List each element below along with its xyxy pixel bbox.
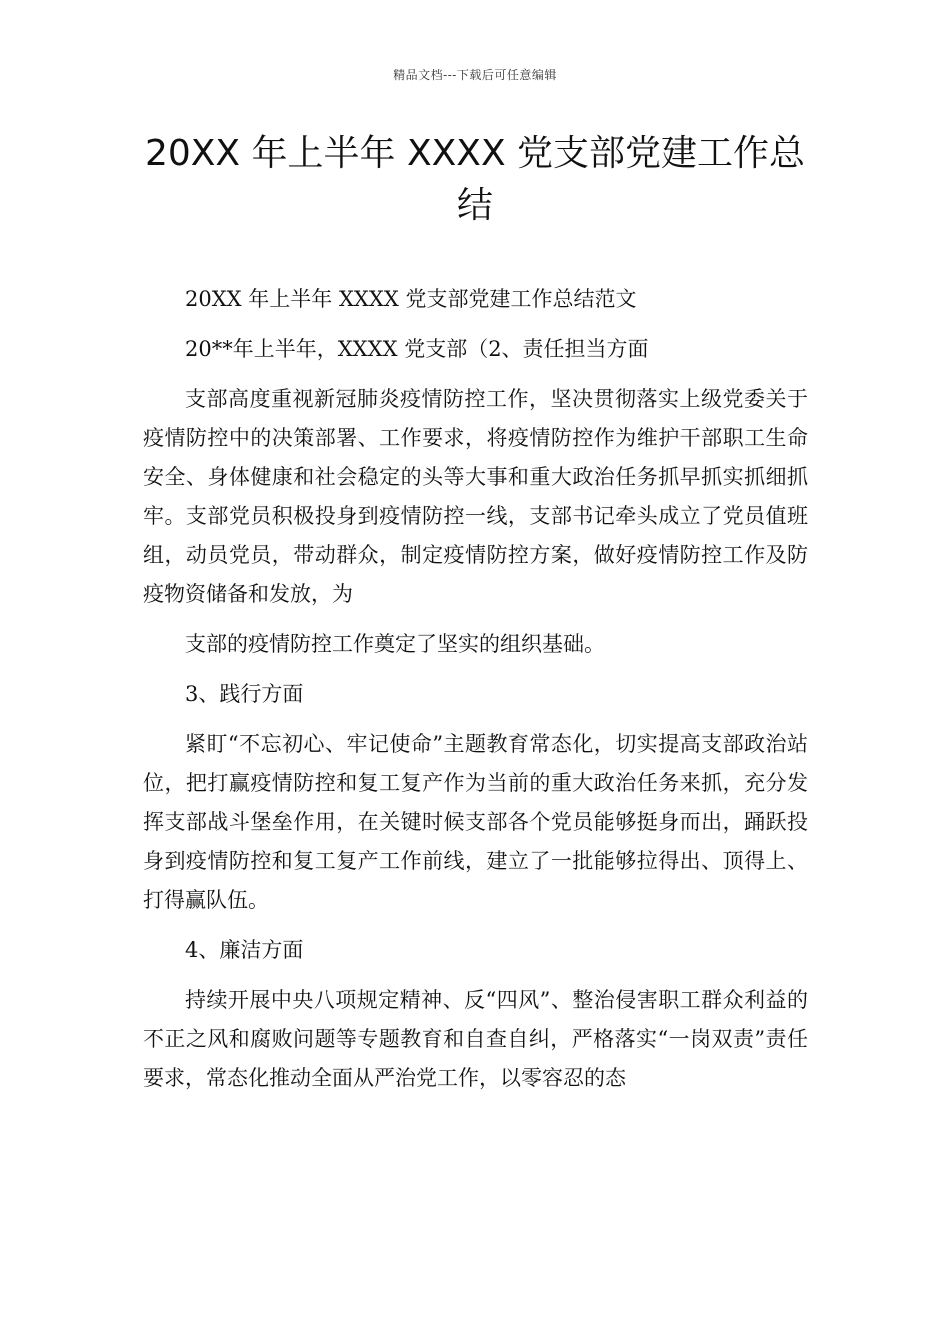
paragraph-foundation: 支部的疫情防控工作奠定了坚实的组织基础。 — [185, 632, 605, 656]
document-title: 20XX 年上半年 XXXX 党支部党建工作总结 — [144, 133, 806, 226]
paragraph-practice: 紧盯“不忘初心、牢记使命”主题教育常态化，切实提高支部政治站位，把打赢疫情防控和复工复产作为当前的重大政治任务来抓，充分发挥支部战斗堡垒作用，在关键时候支部各个党员能够挺身而出，踊跃投身到疫情防控和复工复产工作前线，建立了一批能够拉得出、顶得上、打得赢队伍。 — [143, 732, 808, 912]
section-heading-practice: 3、践行方面 — [185, 682, 304, 706]
paragraph-epidemic-prevention: 支部高度重视新冠肺炎疫情防控工作，坚决贯彻落实上级党委关于疫情防控中的决策部署、工作要求，将疫情防控作为维护干部职工生命安全、身体健康和社会稳定的头等大事和重大政治任务抓早抓实抓细抓牢。支部党员积极投身到疫情防控一线，支部书记牵头成立了党员值班组，动员党员，带动群众，制定疫情防控方案，做好疫情防控工作及防疫物资储备和发放，为 — [143, 387, 808, 606]
section-heading-integrity: 4、廉洁方面 — [185, 938, 304, 962]
paragraph-integrity: 持续开展中央八项规定精神、反“四风”、整治侵害职工群众利益的不正之风和腐败问题等专题教育和自查自纠，严格落实“一岗双责”责任要求，常态化推动全面从严治党工作，以零容忍的态 — [143, 988, 808, 1090]
header-note: 精品文档---下载后可任意编辑 — [393, 68, 557, 82]
paragraph-intro: 20**年上半年，XXXX 党支部（2、责任担当方面 — [185, 337, 649, 361]
paragraph-subtitle: 20XX 年上半年 XXXX 党支部党建工作总结范文 — [185, 287, 637, 311]
document-body — [143, 280, 808, 1109]
